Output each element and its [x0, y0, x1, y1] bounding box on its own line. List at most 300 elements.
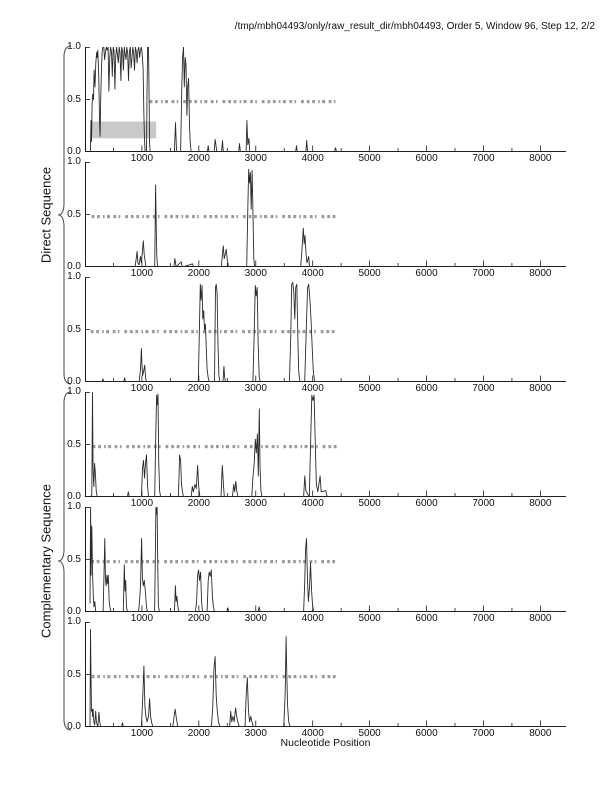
- hash-mark: [221, 675, 223, 678]
- hash-mark: [138, 675, 140, 678]
- hash-mark: [171, 560, 173, 563]
- hash-mark: [210, 330, 212, 333]
- hash-mark: [304, 445, 306, 448]
- x-tick-label: 6000: [415, 153, 438, 164]
- hash-mark: [108, 445, 110, 448]
- hash-mark: [176, 560, 178, 563]
- hash-mark: [277, 445, 279, 448]
- hash-mark: [173, 100, 175, 103]
- hash-mark: [143, 445, 145, 448]
- x-tick-label: 2000: [187, 268, 210, 279]
- hash-mark: [303, 215, 305, 218]
- x-tick-label: 4000: [301, 498, 324, 509]
- hash-mark: [115, 675, 117, 678]
- hash-mark: [211, 215, 213, 218]
- hash-mark: [226, 215, 228, 218]
- hash-mark: [295, 675, 297, 678]
- hash-mark: [159, 445, 161, 448]
- y-tick-label: 1.0: [67, 156, 81, 167]
- hash-mark: [294, 330, 296, 333]
- panel-direct-3: [67, 271, 566, 394]
- hash-mark: [197, 560, 199, 563]
- hash-mark: [236, 560, 238, 563]
- hash-mark: [272, 215, 274, 218]
- y-tick-label: 0.0: [67, 146, 81, 157]
- hash-mark: [165, 100, 167, 103]
- hash-mark: [118, 330, 120, 333]
- x-tick-label: 6000: [415, 613, 438, 624]
- hash-mark: [204, 100, 206, 103]
- x-tick-label: 5000: [358, 268, 381, 279]
- hash-mark: [216, 560, 218, 563]
- hash-mark: [250, 215, 252, 218]
- hash-mark: [161, 100, 163, 103]
- hash-mark: [266, 675, 268, 678]
- plot-area-direct-2: [85, 162, 566, 267]
- hash-mark: [306, 445, 308, 448]
- hash-mark: [145, 330, 147, 333]
- hash-mark: [263, 100, 265, 103]
- hash-mark: [294, 560, 296, 563]
- x-tick-label: 3000: [244, 153, 267, 164]
- hash-mark: [211, 675, 213, 678]
- x-tick-label: 8000: [529, 728, 552, 739]
- hash-mark: [107, 560, 109, 563]
- x-tick-label: 3000: [244, 268, 267, 279]
- x-tick-label: 6000: [415, 268, 438, 279]
- hash-mark: [284, 100, 286, 103]
- hash-mark: [109, 675, 111, 678]
- hash-mark: [275, 560, 277, 563]
- plot-area-complementary-2: [85, 507, 566, 612]
- x-tick-label: 2000: [187, 153, 210, 164]
- x-tick-label: 1000: [130, 498, 154, 509]
- y-tick-label: 0.5: [67, 668, 81, 680]
- hash-mark: [216, 215, 218, 218]
- hash-mark: [250, 560, 252, 563]
- y-tick-label: 0.0: [67, 376, 81, 387]
- hash-mark: [108, 215, 110, 218]
- hash-mark: [133, 445, 135, 448]
- hash-mark: [167, 445, 169, 448]
- y-tick-label: 1.0: [67, 271, 81, 282]
- x-tick-label: 7000: [472, 153, 495, 164]
- hash-mark: [260, 215, 262, 218]
- x-tick-label: 7000: [472, 613, 495, 624]
- x-tick-label: 1000: [130, 268, 154, 279]
- hash-mark: [226, 560, 228, 563]
- hash-mark: [275, 330, 277, 333]
- hash-mark: [250, 675, 252, 678]
- hash-mark: [244, 215, 246, 218]
- hash-mark: [205, 215, 207, 218]
- hash-mark: [177, 675, 179, 678]
- x-tick-label: 8000: [529, 613, 552, 624]
- hash-mark: [103, 675, 105, 678]
- hash-mark: [264, 560, 266, 563]
- hash-mark: [183, 445, 185, 448]
- hash-mark: [273, 445, 275, 448]
- x-tick-label: 6000: [415, 498, 438, 509]
- x-tick-label: 7000: [472, 728, 495, 739]
- hash-mark: [314, 330, 316, 333]
- y-tick-label: 0.5: [67, 323, 81, 335]
- hash-mark: [176, 330, 178, 333]
- hash-mark: [212, 100, 214, 103]
- hash-mark: [125, 330, 127, 333]
- hash-mark: [147, 675, 149, 678]
- hash-mark: [288, 330, 290, 333]
- hash-mark: [127, 675, 129, 678]
- hash-mark: [299, 560, 301, 563]
- hash-mark: [249, 330, 251, 333]
- hash-mark: [225, 675, 227, 678]
- hash-mark: [245, 100, 247, 103]
- hash-mark: [153, 330, 155, 333]
- hash-mark: [227, 675, 229, 678]
- hash-mark: [147, 330, 149, 333]
- panel-direct-2: [67, 156, 566, 279]
- hash-mark: [147, 445, 149, 448]
- hash-mark: [251, 100, 253, 103]
- hash-mark: [303, 330, 305, 333]
- hash-mark: [274, 100, 276, 103]
- x-tick-label: 5000: [358, 613, 381, 624]
- y-tick-label: 1.0: [67, 386, 81, 397]
- hash-mark: [166, 675, 168, 678]
- hash-mark: [276, 675, 278, 678]
- x-tick-label: 4000: [301, 383, 324, 394]
- y-tick-label: 0.5: [67, 93, 81, 105]
- hash-mark: [267, 445, 269, 448]
- hash-mark: [313, 100, 315, 103]
- panel-complementary-3: [67, 616, 566, 739]
- hash-mark: [260, 560, 262, 563]
- hash-mark: [217, 445, 219, 448]
- x-tick-label: 3000: [244, 728, 267, 739]
- hash-mark: [187, 675, 189, 678]
- hash-mark: [146, 560, 148, 563]
- hash-mark: [102, 330, 104, 333]
- hash-mark: [276, 215, 278, 218]
- hash-mark: [216, 100, 218, 103]
- x-tick-label: 4000: [301, 613, 324, 624]
- hash-mark: [177, 215, 179, 218]
- hash-mark: [99, 445, 101, 448]
- hash-mark: [299, 215, 301, 218]
- plot-area-direct-1: [85, 47, 566, 152]
- hash-mark: [235, 100, 237, 103]
- hash-mark: [186, 330, 188, 333]
- hash-mark: [106, 330, 108, 333]
- x-tick-label: 2000: [187, 613, 210, 624]
- hash-mark: [265, 445, 267, 448]
- hash-mark: [245, 445, 247, 448]
- hash-mark: [222, 445, 224, 448]
- hash-mark: [322, 100, 324, 103]
- hash-mark: [328, 330, 330, 333]
- probability-curve: [90, 392, 565, 497]
- plot-area-complementary-3: [85, 622, 566, 727]
- hash-mark: [114, 560, 116, 563]
- hash-mark: [330, 100, 332, 103]
- hash-mark: [224, 330, 226, 333]
- hash-mark: [311, 215, 313, 218]
- hash-mark: [137, 560, 139, 563]
- hash-mark: [226, 445, 228, 448]
- hash-mark: [271, 330, 273, 333]
- hash-mark: [198, 445, 200, 448]
- hash-mark: [154, 675, 156, 678]
- hash-mark: [216, 675, 218, 678]
- hash-mark: [119, 675, 121, 678]
- hash-mark: [119, 215, 121, 218]
- x-tick-label: 7000: [472, 268, 495, 279]
- hash-mark: [212, 445, 214, 448]
- hash-mark: [227, 445, 229, 448]
- hash-mark: [110, 445, 112, 448]
- group-label-complementary: Complementary Sequence: [38, 484, 54, 638]
- hash-mark: [206, 100, 208, 103]
- x-tick-label: 8000: [529, 268, 552, 279]
- hash-mark: [283, 560, 285, 563]
- hash-mark: [295, 100, 297, 103]
- x-tick-label: 4000: [301, 728, 324, 739]
- hash-mark: [300, 675, 302, 678]
- hash-mark: [232, 560, 234, 563]
- x-tick-label: 1000: [130, 728, 154, 739]
- hash-mark: [178, 445, 180, 448]
- hash-mark: [232, 215, 234, 218]
- hash-mark: [312, 445, 314, 448]
- x-tick-label: 3000: [244, 383, 267, 394]
- x-tick-label: 5000: [358, 728, 381, 739]
- hash-mark: [229, 100, 231, 103]
- x-tick-label: 4000: [301, 153, 324, 164]
- hash-mark: [295, 215, 297, 218]
- hash-mark: [322, 560, 324, 563]
- x-tick-label: 7000: [472, 383, 495, 394]
- hash-mark: [108, 330, 110, 333]
- hash-mark: [220, 330, 222, 333]
- hash-mark: [251, 445, 253, 448]
- hash-mark: [269, 100, 271, 103]
- hash-mark: [334, 675, 336, 678]
- hash-mark: [330, 445, 332, 448]
- hash-mark: [141, 330, 143, 333]
- hash-mark: [255, 560, 257, 563]
- hash-mark: [328, 215, 330, 218]
- hash-mark: [296, 445, 298, 448]
- hash-mark: [236, 330, 238, 333]
- hash-mark: [132, 215, 134, 218]
- probability-curve: [90, 47, 565, 152]
- hash-mark: [186, 675, 188, 678]
- hash-mark: [131, 330, 133, 333]
- hash-mark: [323, 675, 325, 678]
- hash-mark: [115, 215, 117, 218]
- hash-mark: [142, 215, 144, 218]
- x-tick-label: 1000: [130, 383, 154, 394]
- hash-mark: [190, 100, 192, 103]
- y-tick-label: 1.0: [67, 616, 81, 627]
- hash-mark: [311, 675, 313, 678]
- hash-mark: [334, 100, 336, 103]
- hash-mark: [194, 445, 196, 448]
- hash-mark: [260, 675, 262, 678]
- group-label-direct: Direct Sequence: [38, 166, 54, 264]
- hash-mark: [157, 330, 159, 333]
- y-tick-label: 0.0: [67, 606, 81, 617]
- hash-mark: [103, 215, 105, 218]
- hash-mark: [232, 330, 234, 333]
- hash-mark: [289, 675, 291, 678]
- y-tick-label: 0.0: [67, 491, 81, 502]
- hash-mark: [324, 100, 326, 103]
- hash-mark: [271, 560, 273, 563]
- hash-mark: [193, 560, 195, 563]
- hash-mark: [225, 215, 227, 218]
- hash-mark: [244, 560, 246, 563]
- x-tick-label: 6000: [415, 728, 438, 739]
- hash-mark: [137, 215, 139, 218]
- panel-complementary-2: [67, 501, 566, 624]
- hash-mark: [171, 215, 173, 218]
- hash-mark: [333, 330, 335, 333]
- hash-mark: [118, 560, 120, 563]
- hash-mark: [192, 330, 194, 333]
- hash-mark: [255, 100, 257, 103]
- hash-mark: [132, 675, 134, 678]
- hash-mark: [94, 445, 96, 448]
- hash-mark: [221, 215, 223, 218]
- hash-mark: [303, 560, 305, 563]
- hash-mark: [126, 560, 128, 563]
- x-tick-label: 5000: [358, 383, 381, 394]
- hash-mark: [318, 100, 320, 103]
- hash-mark: [329, 675, 331, 678]
- hash-mark: [186, 215, 188, 218]
- hash-mark: [315, 215, 317, 218]
- x-tick-label: 2000: [187, 383, 210, 394]
- hash-mark: [256, 675, 258, 678]
- hash-mark: [147, 560, 149, 563]
- y-tick-label: 1.0: [67, 501, 81, 512]
- hash-mark: [93, 675, 95, 678]
- hash-mark: [165, 560, 167, 563]
- x-tick-label: 6000: [415, 383, 438, 394]
- hash-mark: [114, 330, 116, 333]
- x-tick-label: 2000: [187, 728, 210, 739]
- hash-mark: [316, 445, 318, 448]
- hash-mark: [149, 445, 151, 448]
- hash-mark: [264, 675, 266, 678]
- hash-mark: [108, 560, 110, 563]
- hash-mark: [158, 215, 160, 218]
- x-tick-label: 5000: [358, 153, 381, 164]
- hash-mark: [335, 445, 337, 448]
- hash-mark: [244, 675, 246, 678]
- hash-mark: [188, 445, 190, 448]
- hash-mark: [283, 215, 285, 218]
- y-tick-label: 0.5: [67, 553, 81, 565]
- hash-mark: [324, 445, 326, 448]
- y-tick-label: 0.0: [67, 261, 81, 272]
- x-tick-label: 8000: [529, 498, 552, 509]
- hash-mark: [148, 215, 150, 218]
- hash-mark: [177, 100, 179, 103]
- hash-mark: [315, 675, 317, 678]
- hash-mark: [195, 100, 197, 103]
- hash-mark: [98, 560, 100, 563]
- hash-mark: [187, 445, 189, 448]
- hash-mark: [156, 100, 158, 103]
- hash-mark: [107, 215, 109, 218]
- hash-mark: [334, 560, 336, 563]
- hash-mark: [148, 675, 150, 678]
- hash-mark: [234, 445, 236, 448]
- hash-mark: [238, 445, 240, 448]
- hash-mark: [126, 215, 128, 218]
- hash-mark: [236, 215, 238, 218]
- hash-mark: [151, 100, 153, 103]
- y-tick-label: 0.5: [67, 438, 81, 450]
- hash-mark: [263, 330, 265, 333]
- hash-mark: [302, 100, 304, 103]
- panel-direct-1: [67, 41, 566, 164]
- hash-mark: [225, 560, 227, 563]
- hash-mark: [272, 675, 274, 678]
- y-tick-label: 1.0: [67, 41, 81, 52]
- hash-mark: [304, 330, 306, 333]
- hash-mark: [196, 330, 198, 333]
- hash-mark: [197, 215, 199, 218]
- hash-mark: [200, 100, 202, 103]
- hash-mark: [243, 330, 245, 333]
- hash-mark: [165, 330, 167, 333]
- hash-mark: [334, 215, 336, 218]
- hash-mark: [289, 560, 291, 563]
- hash-mark: [205, 560, 207, 563]
- hash-mark: [193, 215, 195, 218]
- hash-mark: [98, 675, 100, 678]
- hash-mark: [224, 100, 226, 103]
- hash-mark: [285, 445, 287, 448]
- x-tick-label: 1000: [130, 153, 154, 164]
- hash-mark: [205, 675, 207, 678]
- hash-mark: [315, 560, 317, 563]
- hash-mark: [166, 100, 168, 103]
- hash-mark: [197, 675, 199, 678]
- hash-mark: [127, 445, 129, 448]
- hash-mark: [305, 215, 307, 218]
- x-tick-label: 4000: [301, 268, 324, 279]
- x-tick-label: 8000: [529, 383, 552, 394]
- hash-mark: [265, 330, 267, 333]
- hash-mark: [279, 100, 281, 103]
- hash-mark: [172, 445, 174, 448]
- y-tick-label: 0.5: [67, 208, 81, 220]
- hash-mark: [137, 330, 139, 333]
- hash-mark: [193, 675, 195, 678]
- hash-mark: [139, 445, 141, 448]
- hash-mark: [158, 675, 160, 678]
- hash-mark: [244, 100, 246, 103]
- hash-mark: [206, 445, 208, 448]
- x-axis-title: Nucleotide Position: [280, 737, 371, 749]
- hash-mark: [283, 100, 285, 103]
- x-tick-label: 2000: [187, 498, 210, 509]
